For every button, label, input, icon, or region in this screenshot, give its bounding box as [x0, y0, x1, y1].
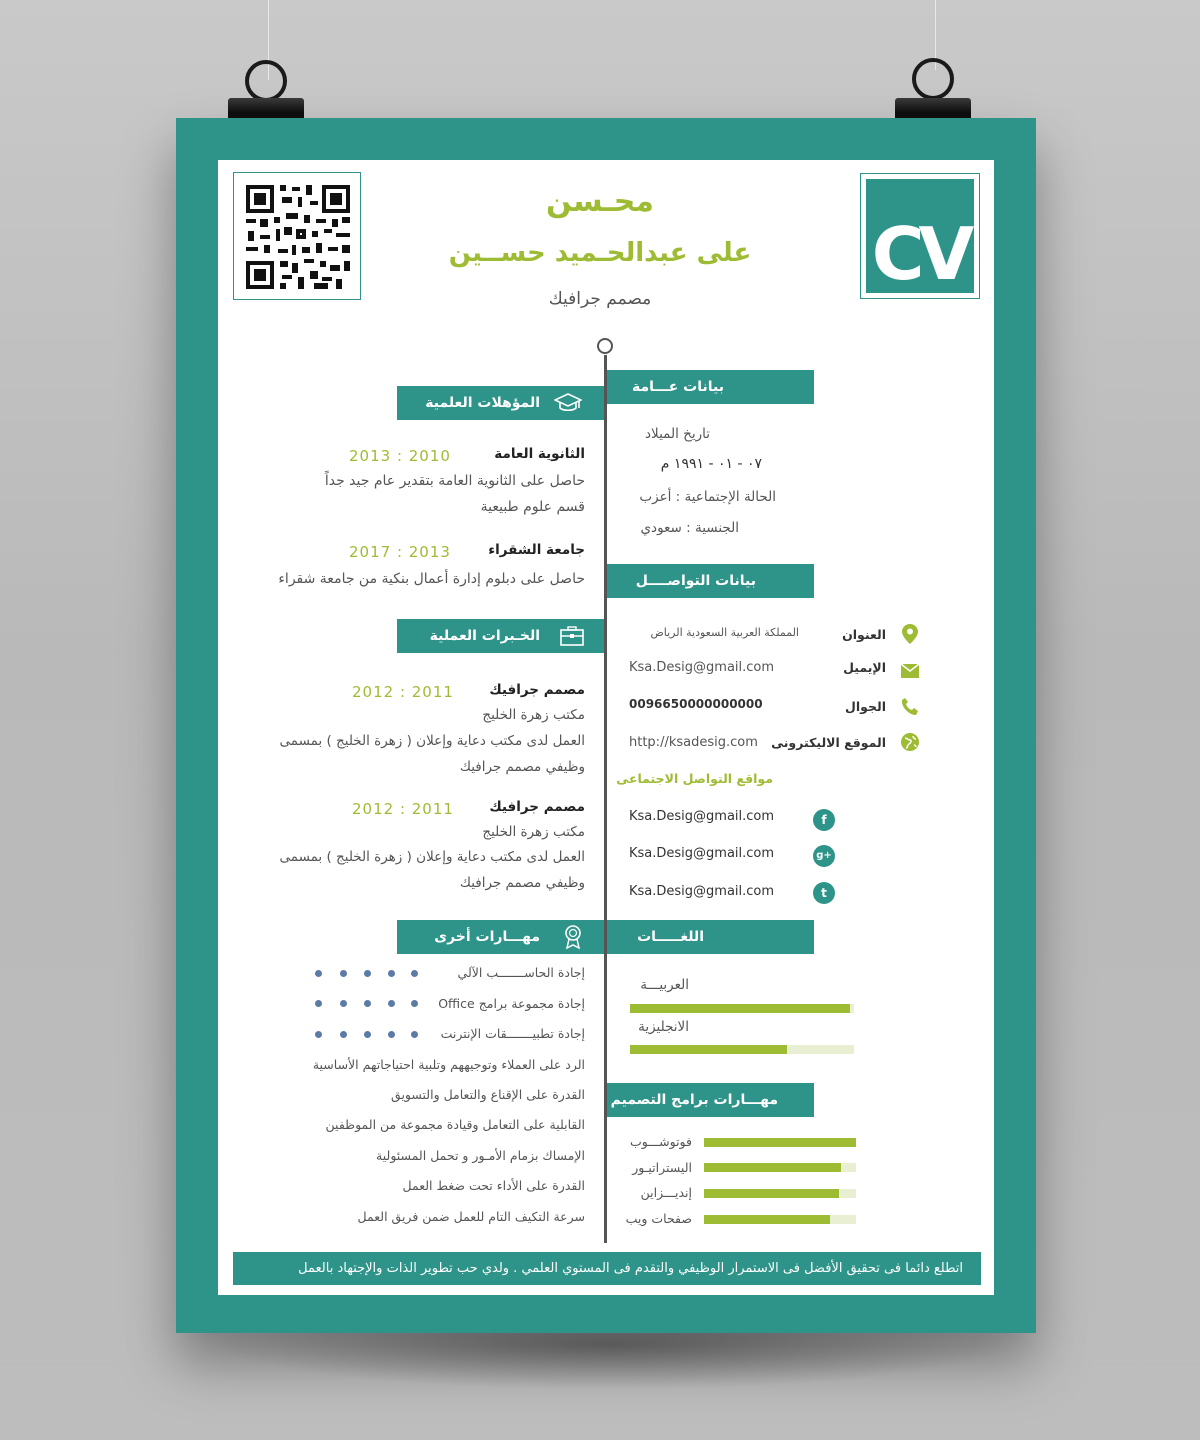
skill-rated-2-dot	[388, 1000, 395, 1007]
section-design-skills-title: مهـــارات برامج التصميم	[610, 1092, 778, 1108]
section-contact	[607, 564, 814, 598]
skill-rated-3-dot	[411, 1031, 418, 1038]
section-general	[607, 370, 814, 404]
globe-icon	[901, 733, 919, 755]
skill-line-5: القدرة على الأداء تحت ضغط العمل	[402, 1178, 585, 1193]
skill-photoshop-label: فوتوشـــوب	[629, 1134, 692, 1149]
experience-1-line-1: مكتب زهرة الخليج	[482, 707, 585, 723]
skill-rated-3-dot	[388, 1031, 395, 1038]
skill-rated-1-dot	[388, 970, 395, 977]
cv-logo-text: CV	[871, 212, 969, 293]
skill-line-4: الإمساك بزمام الأمـور و تحمل المسئولية	[376, 1148, 585, 1163]
skill-line-2: القدرة على الإقناع والتعامل والتسويق	[391, 1087, 585, 1102]
contact-email-value[interactable]: Ksa.Desig@gmail.com	[629, 660, 775, 675]
timeline-top-node	[597, 338, 613, 354]
contact-phone-label: الجوال	[845, 699, 886, 714]
skill-web-bar-fill	[704, 1215, 830, 1224]
language-english-bar	[630, 1045, 854, 1054]
language-arabic-bar-fill	[630, 1004, 850, 1013]
experience-2-title: مصمم جرافيك	[489, 799, 585, 815]
birth-value: ٠٧ - ٠١ - ١٩٩١ م	[660, 456, 762, 472]
cv-logo	[866, 179, 974, 293]
skill-line-1: الرد على العملاء وتوجيههم وتلبية احتياجاتهم الأساسية	[312, 1057, 585, 1072]
skill-rated-3-dot	[340, 1031, 347, 1038]
language-arabic-label: العربيـــة	[640, 977, 689, 993]
skill-rated-2-dot	[340, 1000, 347, 1007]
award-ribbon-icon	[564, 924, 582, 950]
cv-logo-frame	[860, 173, 980, 299]
social-twitter-value[interactable]: Ksa.Desig@gmail.com	[629, 884, 775, 899]
education-2-years: 2017 : 2013	[349, 543, 451, 561]
language-arabic-bar	[630, 1004, 854, 1013]
experience-1-years: 2012 : 2011	[352, 683, 454, 701]
graduation-cap-icon	[554, 392, 582, 414]
skill-rated-1-dot	[411, 970, 418, 977]
section-general-title: بيانات عـــامة	[631, 379, 724, 395]
footer-banner	[233, 1252, 981, 1285]
briefcase-icon	[560, 626, 584, 646]
qr-code-icon	[234, 173, 360, 299]
education-2-line-1: حاصل على دبلوم إدارة أعمال بنكية من جامعة شقراء	[278, 571, 585, 587]
facebook-icon[interactable]: f	[813, 809, 835, 831]
section-experience-title: الخـبرات العملية	[429, 628, 540, 644]
contact-email-label: الإيميل	[843, 660, 886, 675]
nationality: الجنسية : سعودي	[640, 520, 739, 536]
social-google-plus-value[interactable]: Ksa.Desig@gmail.com	[629, 846, 775, 861]
skill-rated-3-label: إجادة تطبيـــــــقات الإنترنت	[440, 1026, 585, 1041]
skill-rated-2-label: إجادة مجموعة برامج Office	[438, 996, 585, 1011]
education-1-title: الثانوية العامة	[494, 446, 585, 462]
skill-photoshop-bar-fill	[704, 1138, 856, 1147]
language-english-bar-fill	[630, 1045, 787, 1054]
birth-label: تاريخ الميلاد	[645, 426, 710, 442]
skill-rated-1-dot	[315, 970, 322, 977]
social-facebook-value[interactable]: Ksa.Desig@gmail.com	[629, 809, 775, 824]
twitter-icon[interactable]: t	[813, 882, 835, 904]
contact-address-label: العنوان	[842, 627, 886, 642]
footer-statement: اتطلع دائما فى تحقيق الأفضل فى الاستمرار الوظيفي والتقدم فى المستوي العلمي . ولدي حب تطوير الذات والإجتهاد بالعمل	[298, 1261, 963, 1276]
skill-illustrator-bar	[704, 1163, 856, 1172]
skill-web-label: صفحات ويب	[625, 1211, 692, 1226]
skill-rated-2-dot	[411, 1000, 418, 1007]
social-title: مواقع التواصل الاجتماعى	[616, 771, 773, 786]
experience-1-line-3: وظيفي مصمم جرافيك	[459, 759, 585, 775]
section-languages-title: اللغـــــات	[637, 929, 704, 945]
experience-2-years: 2012 : 2011	[352, 800, 454, 818]
language-english-label: الانجليزية	[638, 1019, 689, 1035]
experience-1-title: مصمم جرافيك	[489, 682, 585, 698]
skill-rated-3-dot	[364, 1031, 371, 1038]
contact-phone-value: 0096650000000000	[629, 697, 763, 711]
job-title: مصمم جرافيك	[548, 289, 652, 309]
first-name: محـسن	[546, 184, 654, 219]
location-pin-icon	[902, 624, 918, 648]
contact-website-label: الموقع الاليكترونى	[771, 735, 886, 750]
skill-rated-2-dot	[364, 1000, 371, 1007]
skill-indesign-bar-fill	[704, 1189, 839, 1198]
skill-illustrator-label: اليستراتيـور	[632, 1160, 692, 1175]
section-education-title: المؤهلات العلمية	[425, 395, 540, 411]
full-name: على عبدالحـميد حســين	[448, 238, 752, 268]
education-2-title: جامعة الشقراء	[488, 542, 585, 558]
skill-rated-1-dot	[340, 970, 347, 977]
binder-clip-left-handle	[245, 60, 287, 102]
section-languages	[607, 920, 814, 954]
section-education	[397, 386, 604, 420]
education-1-years: 2013 : 2010	[349, 447, 451, 465]
skill-line-3: القابلية على التعامل وقيادة مجموعة من الموظفين	[325, 1117, 585, 1132]
section-other-skills-title: مهـــارات أخرى	[434, 929, 540, 945]
experience-2-line-3: وظيفي مصمم جرافيك	[459, 875, 585, 891]
experience-1-line-2: العمل لدى مكتب دعاية وإعلان ( زهرة الخليج ) بمسمى	[279, 733, 585, 749]
skill-rated-1-label: إجادة الحاســـــــب الآلي	[457, 965, 585, 980]
experience-2-line-2: العمل لدى مكتب دعاية وإعلان ( زهرة الخليج ) بمسمى	[279, 849, 585, 865]
skill-rated-3-dot	[315, 1031, 322, 1038]
marital-status: الحالة الإجتماعية : أعزب	[639, 489, 776, 505]
skill-line-6: سرعة التكيف التام للعمل ضمن فريق العمل	[357, 1209, 585, 1224]
experience-2-line-1: مكتب زهرة الخليج	[482, 824, 585, 840]
google-plus-icon[interactable]: g+	[813, 845, 835, 867]
section-experience	[397, 619, 604, 653]
contact-address-value: المملكة العربية السعودية الرياض	[650, 626, 799, 639]
section-other-skills	[397, 920, 604, 954]
section-design-skills	[607, 1083, 814, 1117]
qr-code-frame	[233, 172, 361, 300]
skill-rated-2-dot	[315, 1000, 322, 1007]
education-1-line-1: حاصل على الثانوية العامة بتقدير عام جيد جداً	[324, 473, 585, 489]
skill-rated-1-dot	[364, 970, 371, 977]
section-contact-title: بيانات التواصــــل	[635, 573, 756, 589]
envelope-icon	[901, 663, 919, 682]
skill-web-bar	[704, 1215, 856, 1224]
phone-icon	[902, 698, 918, 720]
binder-clip-right-handle	[912, 58, 954, 100]
skill-indesign-label: إنديـــزاين	[640, 1185, 692, 1200]
education-1-line-2: قسم علوم طبيعية	[480, 499, 585, 515]
contact-website-value[interactable]: http://ksadesig.com	[629, 735, 758, 750]
skill-indesign-bar	[704, 1189, 856, 1198]
skill-illustrator-bar-fill	[704, 1163, 841, 1172]
skill-photoshop-bar	[704, 1138, 856, 1147]
